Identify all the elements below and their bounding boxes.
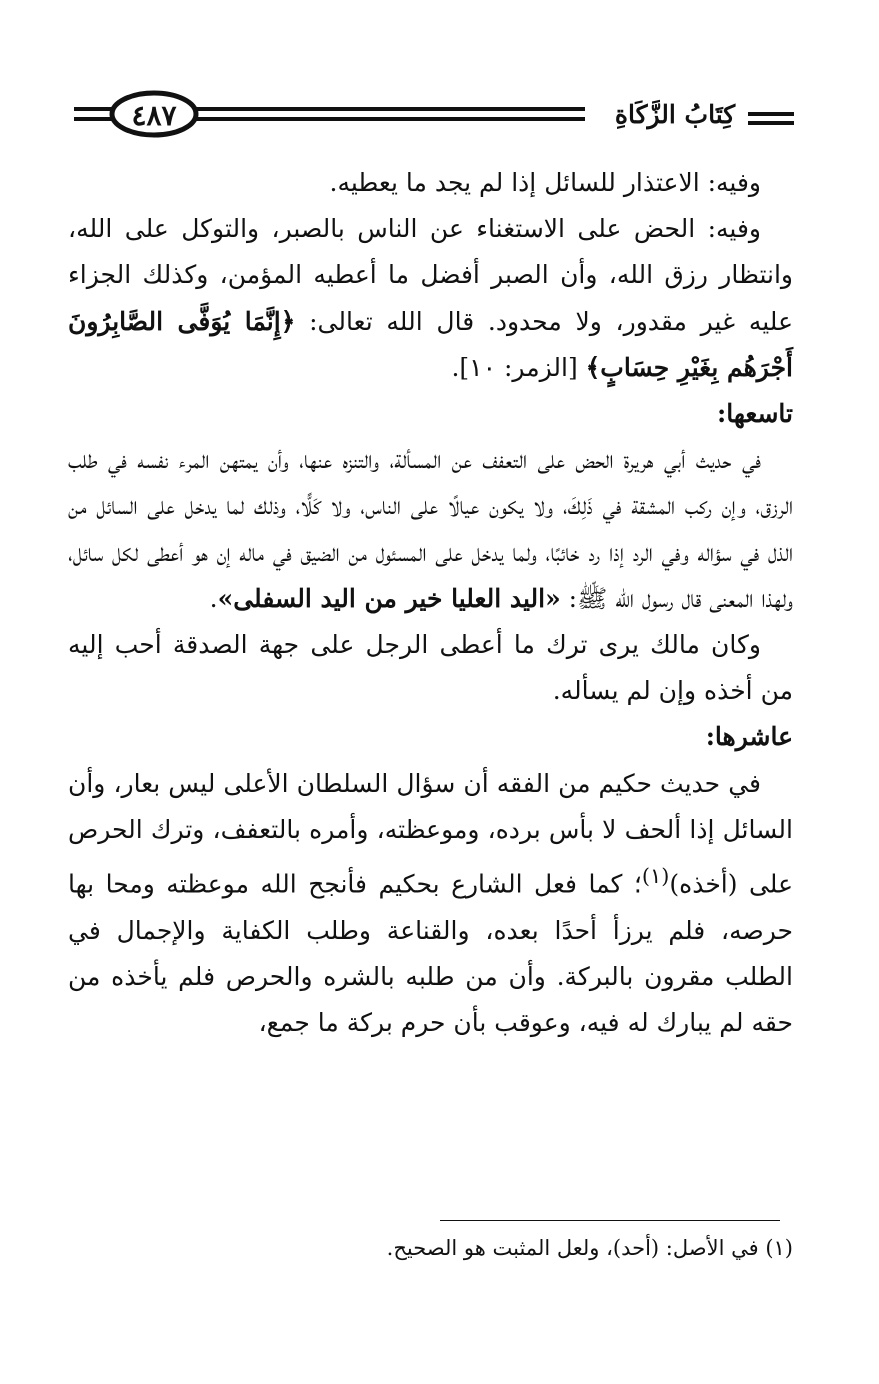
heading-text: عاشرها: — [705, 722, 793, 752]
paragraph-text: وكان مالك يرى ترك ما أعطى الرجل على جهة الصدقة أحب إليه من أخذه وإن لم يسأله. — [68, 630, 793, 706]
page-number: ٤٨٧ — [131, 98, 177, 132]
footnote-marker: (١) — [641, 864, 670, 889]
paragraph-text-end: ؛ كما فعل الشارع بحكيم فأنجح الله موعظته ومحا بها حرصه، فلم يرزأ أحدًا بعده، والقناعة وطلب الكفاية والإجمال في الطلب مقرون بالبركة. وأن من طلبه بالشره والحرص فلم يأخذه من حقه لم يبارك له فيه، وعوقب بأن حرم بركة ما جمع، — [68, 869, 793, 1037]
paragraph — [68, 206, 793, 391]
footnotes — [68, 1230, 793, 1266]
footnote-number: (١) — [765, 1236, 793, 1260]
paragraph — [68, 622, 793, 714]
footnote-text: في الأصل: (أحد)، ولعل المثبت هو الصحيح. — [386, 1236, 759, 1260]
verse-reference: [الزمر: ١٠]. — [451, 352, 586, 382]
hadith-quote: «اليد العليا خير من اليد السفلى» — [217, 583, 561, 613]
main-text — [68, 160, 793, 1046]
section-heading — [68, 391, 793, 437]
paragraph-text: وفيه: الاعتذار للسائل إذا لم يجد ما يعطيه. — [329, 168, 761, 197]
section-heading — [68, 714, 793, 760]
footnote-separator — [440, 1220, 780, 1221]
paragraph-text: في حديث أبي هريرة الحض على التعفف عن المسألة، والتنزه عنها، وأن يمتهن المرء نفسه في طلب الرزق، وإن ركب المشقة في ذَلِكَ، ولا يكون عيالًا على الناس، ولا كَلًّا، وذلك لما يدخل على السائل من الذل في سؤاله وفي الرد إذا رد خائبًا، ولما يدخل على المسئول من الضيق في ماله إن هو أعطى لكل سائل، ولهذا المعنى قال رسول الله ﷺ: — [68, 445, 793, 613]
paragraph — [68, 761, 793, 1047]
paragraph — [68, 160, 793, 206]
paragraph-text-end: . — [209, 583, 218, 613]
paragraph-text: وفيه: الحض على الاستغناء عن الناس بالصبر، والتوكل على الله، وانتظار رزق الله، وأن الصبر أفضل ما أعطيه المؤمن، وكذلك الجزاء عليه غير مقدور، ولا محدود. قال الله تعالى: — [68, 214, 793, 336]
paragraph-text: في حديث حكيم من الفقه أن سؤال السلطان الأعلى ليس بعار، وأن السائل إذا ألحف لا بأس برده، وموعظته، وأمره بالتعفف، وترك الحرص على (أخذه) — [68, 768, 793, 899]
paragraph — [68, 437, 793, 622]
running-title: كِتَابُ الزَّكَاةِ — [614, 100, 736, 129]
heading-text: تاسعها: — [717, 399, 793, 429]
footnote — [68, 1230, 793, 1266]
page-header — [0, 0, 879, 150]
quran-verse: ﴿إِنَّمَا يُوَفَّى الصَّابِرُونَ أَجْرَهُم بِغَيْرِ حِسَابٍ﴾ — [68, 306, 793, 382]
